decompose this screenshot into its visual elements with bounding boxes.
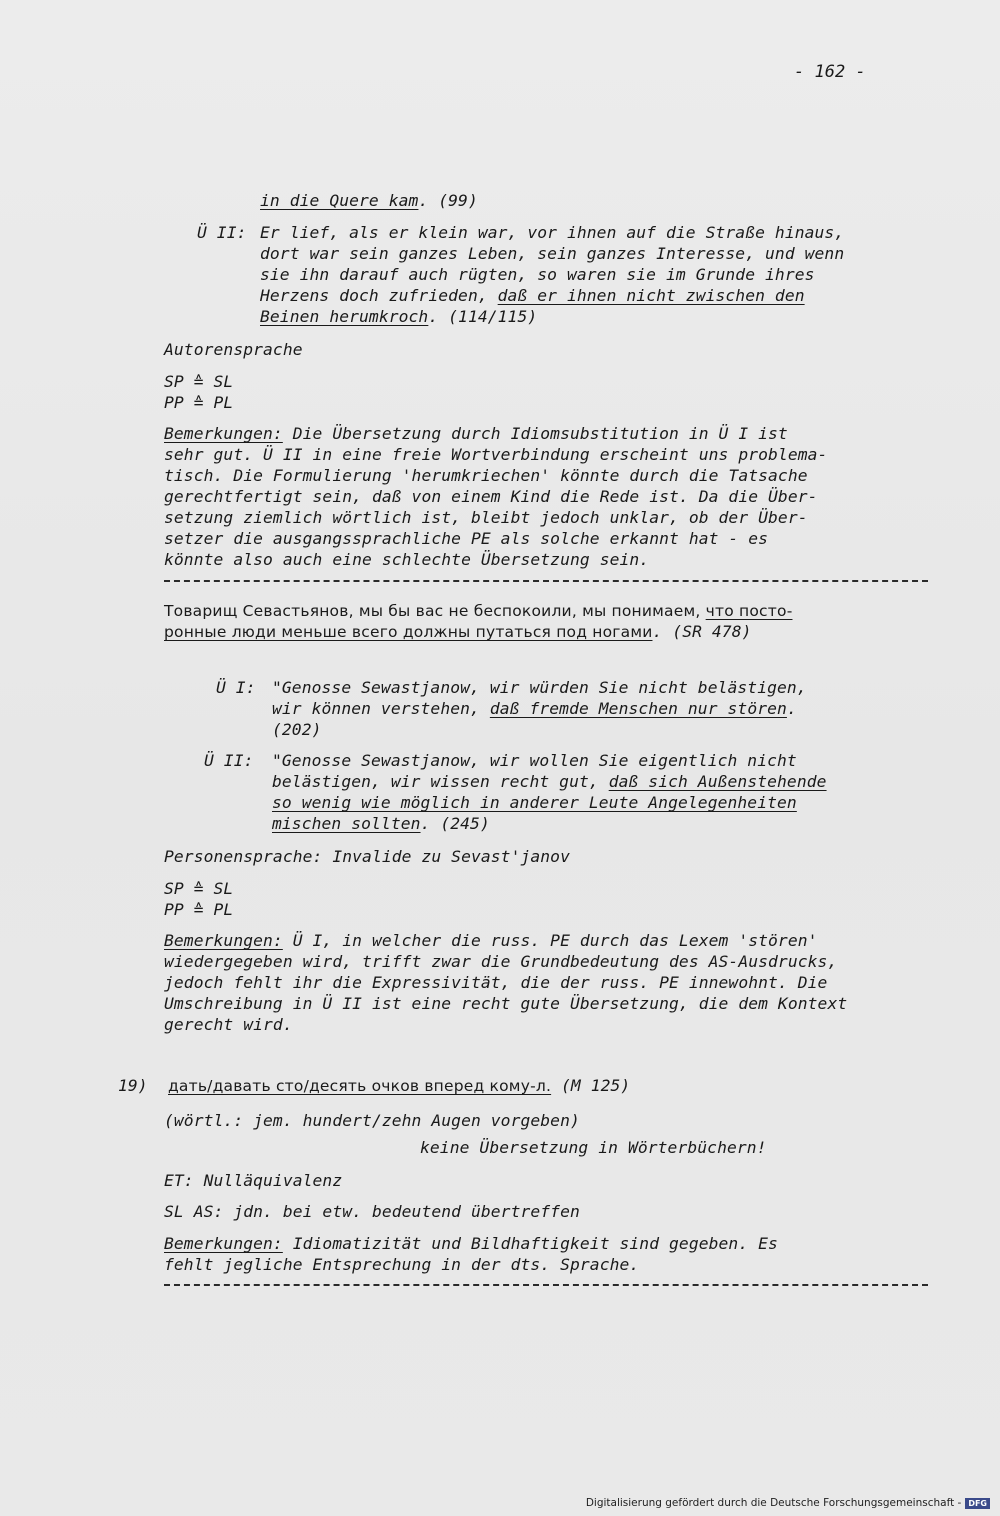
line: "Genosse Sewastjanow, wir wollen Sie eigentlich nicht [272, 751, 797, 770]
remarks-line: Bemerkungen: Die Übersetzung durch Idiomsubstitution in Ü I ist [164, 424, 788, 443]
russian-line: Товарищ Севастьянов, мы бы вас не беспокоили, мы понимаем, что посто- [164, 602, 793, 620]
meaning: SL AS: jdn. bei etw. bedeutend übertreffen [164, 1202, 580, 1221]
remarks-line: Bemerkungen: Idiomatizität und Bildhaftigkeit sind gegeben. Es [164, 1234, 778, 1253]
remarks-label: Bemerkungen: [164, 931, 283, 950]
translation-label: Ü II: [204, 751, 254, 770]
line: belästigen, wir wissen recht gut, daß sich Außenstehende [272, 772, 827, 791]
line: mischen sollten. (245) [272, 814, 490, 833]
line: sie ihn darauf auch rügten, so waren sie im Grunde ihres [260, 265, 815, 284]
remarks-line: sehr gut. Ü II in eine freie Wortverbindung erscheint uns problema- [164, 445, 828, 464]
russian-idiom: дать/давать сто/десять очков вперед кому-л. (M 125) [168, 1076, 631, 1095]
remarks-label: Bemerkungen: [164, 424, 283, 443]
separator [164, 580, 928, 582]
remarks-label: Bemerkungen: [164, 1234, 283, 1253]
no-translation-note: keine Übersetzung in Wörterbüchern! [420, 1138, 767, 1157]
equivalence-type: ET: Nulläquivalenz [164, 1171, 343, 1190]
line: (202) [272, 720, 322, 739]
separator [164, 1284, 928, 1286]
remarks-line: Umschreibung in Ü II ist eine recht gute Übersetzung, die dem Kontext [164, 994, 848, 1013]
remarks-line: gerechtfertigt sein, daß von einem Kind die Rede ist. Da die Über- [164, 487, 818, 506]
underlined-phrase: daß er ihnen nicht zwischen den [497, 286, 805, 305]
underlined-phrase: in die Quere kam [260, 191, 419, 210]
line: Beinen herumkroch. (114/115) [260, 307, 538, 326]
underlined-phrase: so wenig wie möglich in anderer Leute Angelegenheiten [272, 793, 797, 812]
category-label: Autorensprache [164, 340, 303, 359]
line [272, 792, 797, 813]
literal-translation: (wörtl.: jem. hundert/zehn Augen vorgeben) [164, 1111, 580, 1130]
remarks-line: tisch. Die Formulierung 'herumkriechen' könnte durch die Tatsache [164, 466, 808, 485]
remarks-line: wiedergegeben wird, trifft zwar die Grundbedeutung des AS-Ausdrucks, [164, 952, 838, 971]
sp-equivalence: SP ≙ SL [164, 372, 234, 391]
line: Er lief, als er klein war, vor ihnen auf die Straße hinaus, [260, 223, 845, 242]
footer-text: Digitalisierung gefördert durch die Deutsche Forschungsgemeinschaft - [585, 1497, 962, 1509]
line: in die Quere kam. (99) [260, 191, 478, 210]
underlined-phrase: Beinen herumkroch [260, 307, 429, 326]
line: dort war sein ganzes Leben, sein ganzes Interesse, und wenn [260, 244, 845, 263]
page-number: - 162 - [794, 62, 866, 82]
entry-number: 19) [118, 1076, 148, 1095]
underlined-phrase: что посто- [705, 602, 793, 620]
underlined-phrase: daß sich Außenstehende [608, 772, 827, 791]
russian-line: ронные люди меньше всего должны путаться под ногами. (SR 478) [164, 622, 752, 641]
dfg-logo-icon: DFG [965, 1498, 990, 1509]
remarks-line: setzer die ausgangssprachliche PE als solche erkannt hat - es [164, 529, 769, 548]
remarks-line: fehlt jegliche Entsprechung in der dts. Sprache. [164, 1255, 640, 1274]
underlined-phrase: daß fremde Menschen nur stören [489, 699, 787, 718]
category-label: Personensprache: Invalide zu Sevast'janov [164, 847, 570, 866]
pp-equivalence: PP ≙ PL [164, 393, 234, 412]
sp-equivalence: SP ≙ SL [164, 879, 234, 898]
underlined-phrase: дать/давать сто/десять очков вперед кому-л. [168, 1077, 552, 1095]
underlined-phrase: mischen sollten [272, 814, 421, 833]
footer [586, 1497, 990, 1509]
remarks-line: jedoch fehlt ihr die Expressivität, die der russ. PE innewohnt. Die [164, 973, 828, 992]
remarks-line: könnte also auch eine schlechte Übersetzung sein. [164, 550, 650, 569]
translation-label: Ü I: [216, 678, 256, 697]
remarks-line: Bemerkungen: Ü I, in welcher die russ. PE durch das Lexem 'stören' [164, 931, 818, 950]
line: "Genosse Sewastjanow, wir würden Sie nicht belästigen, [272, 678, 807, 697]
translation-label: Ü II: [197, 223, 247, 242]
remarks-line: gerecht wird. [164, 1015, 293, 1034]
underlined-phrase: ронные люди меньше всего должны путаться под ногами [164, 623, 653, 641]
line: wir können verstehen, daß fremde Menschen nur stören. [272, 699, 797, 718]
line: Herzens doch zufrieden, daß er ihnen nicht zwischen den [260, 286, 805, 305]
remarks-line: setzung ziemlich wörtlich ist, bleibt jedoch unklar, ob der Über- [164, 508, 808, 527]
pp-equivalence: PP ≙ PL [164, 900, 234, 919]
